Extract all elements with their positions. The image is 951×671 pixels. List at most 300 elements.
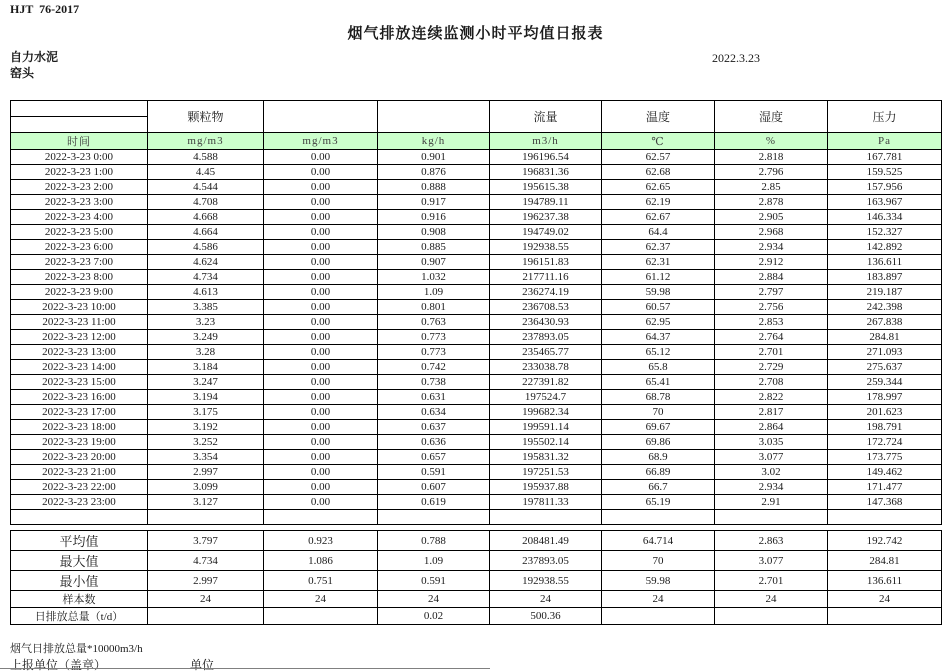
cell-value: 2.85 [715,180,828,195]
cell-value: 0.619 [378,495,490,510]
cell-value: 0.00 [264,390,378,405]
unit-cell: mg/m3 [264,133,378,150]
cell-value: 0.00 [264,150,378,165]
cell-value: 3.099 [148,480,264,495]
corner-cell-bottom [11,117,148,133]
cell-value: 183.897 [828,270,942,285]
cell-value: 3.077 [715,450,828,465]
bottom-divider [0,668,490,669]
cell-value: 2.934 [715,240,828,255]
cell-value: 3.252 [148,435,264,450]
cell-value: 3.28 [148,345,264,360]
cell-value: 2.91 [715,495,828,510]
cell-value: 0.00 [264,375,378,390]
cell-value: 62.68 [602,165,715,180]
cell-value: 195502.14 [490,435,602,450]
summary-label: 样本数 [11,591,148,608]
table-row [11,345,942,360]
summary-value: 24 [148,591,264,608]
summary-value: 24 [264,591,378,608]
cell-time: 2022-3-23 18:00 [11,420,148,435]
cell-value: 68.78 [602,390,715,405]
cell-value: 68.9 [602,450,715,465]
cell-value: 0.907 [378,255,490,270]
cell-time: 2022-3-23 19:00 [11,435,148,450]
summary-value: 24 [378,591,490,608]
cell-value: 0.634 [378,405,490,420]
table-row [11,480,942,495]
hourly-table [10,100,942,525]
cell-value: 3.23 [148,315,264,330]
cell-value: 2.878 [715,195,828,210]
cell-value: 0.00 [264,225,378,240]
cell-value: 236274.19 [490,285,602,300]
summary-value: 3.077 [715,551,828,571]
main-table-wrap [10,100,941,625]
summary-value: 1.09 [378,551,490,571]
cell-time: 2022-3-23 3:00 [11,195,148,210]
cell-time: 2022-3-23 17:00 [11,405,148,420]
cell-value: 2.912 [715,255,828,270]
summary-value: 0.591 [378,571,490,591]
cell-value: 2.701 [715,345,828,360]
cell-value: 2.764 [715,330,828,345]
cell-value: 163.967 [828,195,942,210]
page-title: 烟气排放连续监测小时平均值日报表 [347,26,604,42]
report-unit-label: 上报单位（盖章） [10,658,107,671]
summary-value: 24 [602,591,715,608]
cell-value: 4.544 [148,180,264,195]
unit-cell: % [715,133,828,150]
cell-value: 4.734 [148,270,264,285]
blank-cell [490,510,602,525]
cell-value: 2.968 [715,225,828,240]
cell-value: 152.327 [828,225,942,240]
table-row [11,225,942,240]
cell-value: 2.817 [715,405,828,420]
station-name: 窑头 [10,66,35,80]
summary-value: 192.742 [828,531,942,551]
cell-value: 233038.78 [490,360,602,375]
cell-value: 70 [602,405,715,420]
unit-header-row [11,133,942,150]
blank-cell [378,510,490,525]
cell-time: 2022-3-23 1:00 [11,165,148,180]
cell-value: 171.477 [828,480,942,495]
table-row [11,150,942,165]
cell-value: 0.657 [378,450,490,465]
table-row [11,450,942,465]
cell-value: 157.956 [828,180,942,195]
blank-cell [11,510,148,525]
cell-value: 2.729 [715,360,828,375]
col-group-temperature: 温度 [602,101,715,133]
cell-time: 2022-3-23 22:00 [11,480,148,495]
time-column-header: 时间 [11,133,148,150]
cell-value: 4.664 [148,225,264,240]
summary-value: 0.751 [264,571,378,591]
cell-value: 3.035 [715,435,828,450]
summary-value: 4.734 [148,551,264,571]
cell-time: 2022-3-23 20:00 [11,450,148,465]
cell-value: 0.773 [378,345,490,360]
cell-time: 2022-3-23 5:00 [11,225,148,240]
cell-value: 4.586 [148,240,264,255]
summary-value: 59.98 [602,571,715,591]
cell-value: 0.00 [264,165,378,180]
cell-value: 0.801 [378,300,490,315]
cell-value: 0.876 [378,165,490,180]
cell-value: 284.81 [828,330,942,345]
cell-value: 167.781 [828,150,942,165]
cell-value: 0.00 [264,180,378,195]
cell-value: 2.822 [715,390,828,405]
cell-value: 65.41 [602,375,715,390]
table-row [11,435,942,450]
summary-value: 24 [715,591,828,608]
cell-value: 4.624 [148,255,264,270]
cell-value: 3.354 [148,450,264,465]
cell-value: 172.724 [828,435,942,450]
unit-label: 单位 [190,658,215,671]
cell-time: 2022-3-23 11:00 [11,315,148,330]
cell-value: 0.00 [264,480,378,495]
cell-value: 2.708 [715,375,828,390]
summary-table [10,530,942,625]
table-row [11,405,942,420]
table-row [11,360,942,375]
cell-value: 4.588 [148,150,264,165]
summary-value: 208481.49 [490,531,602,551]
cell-value: 0.00 [264,270,378,285]
cell-value: 236708.53 [490,300,602,315]
summary-value: 0.02 [378,608,490,625]
cell-value: 199682.34 [490,405,602,420]
cell-value: 136.611 [828,255,942,270]
cell-value: 0.00 [264,495,378,510]
cell-value: 149.462 [828,465,942,480]
cell-value: 0.00 [264,435,378,450]
cell-value: 69.86 [602,435,715,450]
cell-value: 196831.36 [490,165,602,180]
table-row [11,285,942,300]
col-group-empty-1 [264,101,378,133]
cell-value: 2.797 [715,285,828,300]
cell-value: 0.908 [378,225,490,240]
cell-value: 197251.53 [490,465,602,480]
cell-value: 2.864 [715,420,828,435]
cell-time: 2022-3-23 9:00 [11,285,148,300]
cell-value: 147.368 [828,495,942,510]
cell-value: 0.607 [378,480,490,495]
col-group-pressure: 压力 [828,101,942,133]
cell-value: 0.00 [264,360,378,375]
cell-value: 2.853 [715,315,828,330]
cell-value: 3.184 [148,360,264,375]
cell-value: 0.738 [378,375,490,390]
summary-value: 0.923 [264,531,378,551]
unit-cell: ℃ [602,133,715,150]
col-group-humidity: 湿度 [715,101,828,133]
cell-value: 0.916 [378,210,490,225]
cell-time: 2022-3-23 7:00 [11,255,148,270]
cell-value: 198.791 [828,420,942,435]
cell-value: 3.192 [148,420,264,435]
summary-value: 284.81 [828,551,942,571]
summary-label: 平均值 [11,531,148,551]
cell-value: 4.668 [148,210,264,225]
summary-value: 2.997 [148,571,264,591]
cell-value: 3.194 [148,390,264,405]
cell-value: 196196.54 [490,150,602,165]
cell-time: 2022-3-23 10:00 [11,300,148,315]
cell-value: 3.249 [148,330,264,345]
cell-time: 2022-3-23 4:00 [11,210,148,225]
cell-time: 2022-3-23 16:00 [11,390,148,405]
cell-value: 66.89 [602,465,715,480]
cell-value: 1.032 [378,270,490,285]
cell-value: 0.742 [378,360,490,375]
summary-value: 70 [602,551,715,571]
cell-value: 0.00 [264,300,378,315]
daily-total-note: 烟气日排放总量*10000m3/h [10,643,143,655]
unit-cell: Pa [828,133,942,150]
company-name: 自力水泥 [10,50,59,64]
cell-value: 173.775 [828,450,942,465]
cell-value: 259.344 [828,375,942,390]
table-row [11,420,942,435]
cell-value: 194749.02 [490,225,602,240]
summary-value [828,608,942,625]
cell-value: 219.187 [828,285,942,300]
summary-value: 2.863 [715,531,828,551]
cell-value: 0.00 [264,195,378,210]
cell-value: 0.917 [378,195,490,210]
table-row [11,210,942,225]
cell-value: 271.093 [828,345,942,360]
table-row [11,270,942,285]
cell-value: 3.247 [148,375,264,390]
summary-value: 3.797 [148,531,264,551]
cell-value: 192938.55 [490,240,602,255]
cell-value: 236430.93 [490,315,602,330]
cell-value: 2.905 [715,210,828,225]
cell-value: 0.00 [264,210,378,225]
cell-value: 0.773 [378,330,490,345]
cell-value: 0.901 [378,150,490,165]
cell-value: 217711.16 [490,270,602,285]
cell-value: 0.00 [264,420,378,435]
cell-time: 2022-3-23 13:00 [11,345,148,360]
cell-time: 2022-3-23 2:00 [11,180,148,195]
cell-value: 62.31 [602,255,715,270]
cell-value: 196151.83 [490,255,602,270]
cell-value: 142.892 [828,240,942,255]
col-group-empty-2 [378,101,490,133]
table-row [11,255,942,270]
cell-value: 62.65 [602,180,715,195]
cell-value: 0.00 [264,450,378,465]
cell-time: 2022-3-23 12:00 [11,330,148,345]
cell-value: 0.631 [378,390,490,405]
summary-rows [11,531,942,625]
cell-value: 2.934 [715,480,828,495]
cell-value: 62.57 [602,150,715,165]
hourly-rows [11,150,942,525]
cell-value: 3.127 [148,495,264,510]
cell-value: 199591.14 [490,420,602,435]
summary-value: 500.36 [490,608,602,625]
table-row [11,495,942,510]
doc-code: HJT 76-2017 [10,2,80,16]
table-row [11,465,942,480]
cell-value: 3.175 [148,405,264,420]
cell-value: 0.591 [378,465,490,480]
cell-value: 4.708 [148,195,264,210]
cell-value: 146.334 [828,210,942,225]
col-group-flow: 流量 [490,101,602,133]
cell-value: 275.637 [828,360,942,375]
cell-value: 0.00 [264,255,378,270]
cell-value: 0.00 [264,330,378,345]
summary-value: 0.788 [378,531,490,551]
summary-value: 24 [490,591,602,608]
summary-value: 24 [828,591,942,608]
cell-value: 61.12 [602,270,715,285]
cell-time: 2022-3-23 23:00 [11,495,148,510]
col-group-particulate: 颗粒物 [148,101,264,133]
summary-value [264,608,378,625]
blank-cell [715,510,828,525]
cell-value: 0.00 [264,405,378,420]
summary-label: 日排放总量（t/d） [11,608,148,625]
table-row [11,180,942,195]
cell-value: 65.8 [602,360,715,375]
cell-value: 0.763 [378,315,490,330]
summary-row [11,531,942,551]
cell-value: 194789.11 [490,195,602,210]
cell-value: 65.19 [602,495,715,510]
summary-row [11,608,942,625]
table-row [11,315,942,330]
cell-value: 69.67 [602,420,715,435]
cell-value: 64.37 [602,330,715,345]
table-row [11,375,942,390]
cell-value: 2.884 [715,270,828,285]
cell-value: 64.4 [602,225,715,240]
blank-cell [602,510,715,525]
corner-cell-top [11,101,148,117]
cell-value: 62.19 [602,195,715,210]
table-row [11,300,942,315]
cell-value: 201.623 [828,405,942,420]
unit-cell: m3/h [490,133,602,150]
summary-value: 1.086 [264,551,378,571]
cell-time: 2022-3-23 14:00 [11,360,148,375]
summary-value [148,608,264,625]
cell-value: 0.637 [378,420,490,435]
cell-time: 2022-3-23 8:00 [11,270,148,285]
summary-value [602,608,715,625]
cell-value: 0.00 [264,315,378,330]
cell-value: 2.818 [715,150,828,165]
summary-label: 最大值 [11,551,148,571]
cell-value: 62.37 [602,240,715,255]
cell-value: 196237.38 [490,210,602,225]
blank-cell [148,510,264,525]
cell-value: 237893.05 [490,330,602,345]
cell-value: 0.636 [378,435,490,450]
table-row [11,240,942,255]
cell-value: 0.00 [264,345,378,360]
cell-value: 195615.38 [490,180,602,195]
cell-value: 2.796 [715,165,828,180]
cell-value: 195937.88 [490,480,602,495]
cell-time: 2022-3-23 15:00 [11,375,148,390]
cell-time: 2022-3-23 0:00 [11,150,148,165]
cell-value: 2.756 [715,300,828,315]
cell-value: 197524.7 [490,390,602,405]
unit-cell: kg/h [378,133,490,150]
cell-value: 0.885 [378,240,490,255]
cell-value: 197811.33 [490,495,602,510]
summary-value: 237893.05 [490,551,602,571]
cell-value: 0.00 [264,285,378,300]
cell-value: 1.09 [378,285,490,300]
cell-value: 0.888 [378,180,490,195]
group-header-row [11,101,942,117]
cell-value: 3.385 [148,300,264,315]
summary-value: 2.701 [715,571,828,591]
cell-value: 66.7 [602,480,715,495]
cell-value: 4.613 [148,285,264,300]
cell-value: 4.45 [148,165,264,180]
unit-cell: mg/m3 [148,133,264,150]
summary-value: 136.611 [828,571,942,591]
cell-value: 227391.82 [490,375,602,390]
cell-time: 2022-3-23 21:00 [11,465,148,480]
cell-time: 2022-3-23 6:00 [11,240,148,255]
blank-cell [264,510,378,525]
cell-value: 65.12 [602,345,715,360]
blank-row [11,510,942,525]
cell-value: 235465.77 [490,345,602,360]
cell-value: 59.98 [602,285,715,300]
cell-value: 0.00 [264,240,378,255]
summary-value: 192938.55 [490,571,602,591]
cell-value: 195831.32 [490,450,602,465]
cell-value: 242.398 [828,300,942,315]
cell-value: 62.95 [602,315,715,330]
cell-value: 178.997 [828,390,942,405]
table-row [11,165,942,180]
table-row [11,390,942,405]
table-row [11,330,942,345]
cell-value: 2.997 [148,465,264,480]
summary-row [11,551,942,571]
cell-value: 159.525 [828,165,942,180]
cell-value: 3.02 [715,465,828,480]
summary-row [11,591,942,608]
summary-value: 64.714 [602,531,715,551]
summary-row [11,571,942,591]
cell-value: 267.838 [828,315,942,330]
blank-cell [828,510,942,525]
cell-value: 62.67 [602,210,715,225]
summary-value [715,608,828,625]
table-row [11,195,942,210]
report-date: 2022.3.23 [712,51,760,65]
